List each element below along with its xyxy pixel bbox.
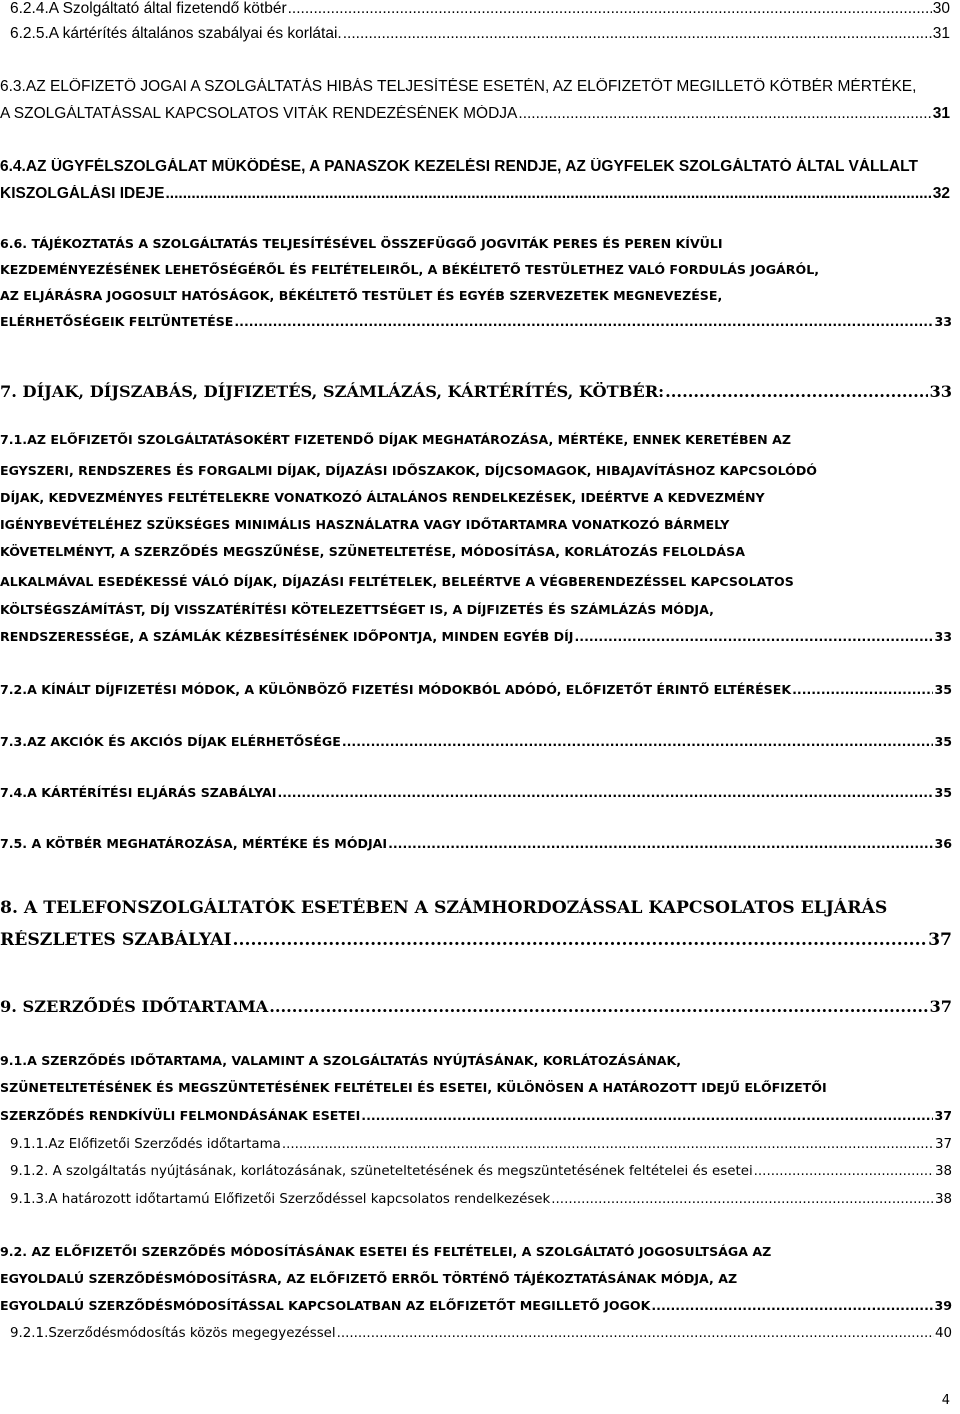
dot-leader bbox=[518, 105, 931, 123]
toc-entry-title: 7.4.A KÁRTÉRÍTÉSI ELJÁRÁS SZABÁLYAI bbox=[0, 785, 277, 800]
toc-line bbox=[0, 682, 952, 697]
toc-entry-title: 9.1.3.A határozott időtartamú Előfizetői Szerződéssel kapcsolatos rendelkezések bbox=[10, 1192, 551, 1207]
toc-line: 9.1.A SZERZŐDÉS IDŐTARTAMA, VALAMINT A SZOLGÁLTATÁS NYÚJTÁSÁNAK, KORLÁTOZÁSÁNAK, bbox=[0, 1053, 682, 1068]
toc-page-number: 37 bbox=[934, 1137, 952, 1152]
toc-page-number: 31 bbox=[932, 25, 950, 42]
toc-line bbox=[0, 382, 952, 401]
toc-line: EGYSZERI, RENDSZERES ÉS FORGALMI DÍJAK, DÍJAZÁSI IDŐSZAKOK, DÍJCSOMAGOK, HIBAJAVÍTÁSHOZ KAPCSOLÓDÓ bbox=[0, 463, 818, 478]
toc-page-number: 37 bbox=[928, 930, 952, 950]
toc-entry-title: SZERZŐDÉS RENDKÍVÜLI FELMONDÁSÁNAK ESETEI bbox=[0, 1108, 361, 1123]
toc-entry-title: 7. DÍJAK, DÍJSZABÁS, DÍJFIZETÉS, SZÁMLÁZÁS, KÁRTÉRÍTÉS, KÖTBÉR: bbox=[0, 382, 665, 401]
toc-line: AZ ELJÁRÁSRA JOGOSULT HATÓSÁGOK, BÉKÉLTETŐ TESTÜLET ÉS EGYÉB SZERVEZETEK MEGNEVEZÉSE, bbox=[0, 288, 723, 303]
toc-line bbox=[0, 629, 952, 644]
dot-leader bbox=[343, 25, 932, 43]
toc-line: SZÜNETELTETÉSÉNEK ÉS MEGSZÜNTETÉSÉNEK FELTÉTELEI ÉS ESETEI, KÜLÖNÖSEN A HATÁROZOTT IDEJŰ ELŐFIZETŐI bbox=[0, 1080, 827, 1095]
dot-leader bbox=[166, 185, 932, 203]
dot-leader bbox=[651, 1298, 933, 1313]
toc-line bbox=[0, 785, 952, 800]
toc-line: 7.1.AZ ELŐFIZETŐI SZOLGÁLTATÁSOKÉRT FIZETENDŐ DÍJAK MEGHATÁROZÁSA, MÉRTÉKE, ENNEK KERETÉBEN AZ bbox=[0, 432, 791, 447]
dot-leader bbox=[361, 1108, 933, 1123]
toc-entry-title: ELÉRHETŐSÉGEIK FELTÜNTETÉSE bbox=[0, 314, 234, 329]
toc-entry-title: A SZOLGÁLTATÁSSAL KAPCSOLATOS VITÁK RENDEZÉSÉNEK MÓDJA bbox=[0, 105, 518, 122]
toc-line bbox=[10, 1137, 952, 1152]
dot-leader bbox=[754, 1164, 934, 1179]
toc-entry-title: EGYOLDALÚ SZERZŐDÉSMÓDOSÍTÁSSAL KAPCSOLATBAN AZ ELŐFIZETŐT MEGILLETŐ JOGOK bbox=[0, 1298, 651, 1313]
toc-page-number: 37 bbox=[929, 997, 952, 1016]
dot-leader bbox=[342, 734, 934, 749]
toc-page-number: 37 bbox=[934, 1108, 952, 1123]
toc-entry-title: 9. SZERZŐDÉS IDŐTARTAMA bbox=[0, 997, 269, 1016]
dot-leader bbox=[792, 682, 933, 697]
toc-entry-title: 7.5. A KÖTBÉR MEGHATÁROZÁSA, MÉRTÉKE ÉS MÓDJAI bbox=[0, 836, 388, 851]
dot-leader bbox=[575, 629, 934, 644]
toc-entry-title: 7.3.AZ AKCIÓK ÉS AKCIÓS DÍJAK ELÉRHETŐSÉGE bbox=[0, 734, 341, 749]
dot-leader bbox=[388, 836, 933, 851]
toc-line bbox=[0, 1298, 952, 1313]
toc-line bbox=[0, 930, 952, 950]
dot-leader bbox=[234, 314, 933, 329]
dot-leader bbox=[277, 785, 933, 800]
toc-entry-title: RÉSZLETES SZABÁLYAI bbox=[0, 930, 232, 950]
toc-page-number: 31 bbox=[932, 105, 950, 122]
dot-leader bbox=[269, 997, 928, 1016]
toc-line bbox=[10, 1164, 952, 1179]
toc-page-number: 30 bbox=[932, 0, 950, 17]
toc-page-number: 35 bbox=[934, 785, 952, 800]
toc-line: IGÉNYBEVÉTELÉHEZ SZÜKSÉGES MINIMÁLIS HASZNÁLATRA VAGY IDŐTARTAMRA VONATKOZÓ BÁRMELY bbox=[0, 517, 730, 532]
toc-line: 6.4.AZ ÜGYFÉLSZOLGÁLAT MŰKÖDÉSE, A PANASZOK KEZELÉSI RENDJE, AZ ÜGYFELEK SZOLGÁLTATÓ ÁLTAL VÁLLALT bbox=[0, 158, 918, 175]
toc-line: KÖLTSÉGSZÁMÍTÁST, DÍJ VISSZATÉRÍTÉSI KÖTELEZETTSÉGET IS, A DÍJFIZETÉS ÉS SZÁMLÁZÁS MÓDJA, bbox=[0, 602, 714, 617]
toc-line bbox=[0, 1108, 952, 1123]
toc-line bbox=[10, 25, 950, 43]
toc-page-number: 33 bbox=[929, 382, 952, 401]
toc-line: 8. A TELEFONSZOLGÁLTATÓK ESETÉBEN A SZÁMHORDOZÁSSAL KAPCSOLATOS ELJÁRÁS bbox=[0, 898, 888, 918]
toc-line bbox=[0, 997, 952, 1016]
toc-line bbox=[0, 105, 950, 123]
toc-line bbox=[0, 734, 952, 749]
toc-page-number: 35 bbox=[934, 734, 952, 749]
toc-line: KEZDEMÉNYEZÉSÉNEK LEHETŐSÉGÉRŐL ÉS FELTÉTELEIRŐL, A BÉKÉLTETŐ TESTÜLETHEZ VALÓ FORDULÁS JOGÁRÓL, bbox=[0, 262, 820, 277]
toc-line: 6.6. TÁJÉKOZTATÁS A SZOLGÁLTATÁS TELJESÍTÉSÉVEL ÖSSZEFÜGGŐ JOGVITÁK PERES ÉS PEREN KÍVÜLI bbox=[0, 236, 723, 251]
toc-entry-title: 9.1.1.Az Előfizetői Szerződés időtartama bbox=[10, 1137, 281, 1152]
toc-page-number: 38 bbox=[934, 1164, 952, 1179]
toc-line: EGYOLDALÚ SZERZŐDÉSMÓDOSÍTÁSRA, AZ ELŐFIZETŐ ERRŐL TÖRTÉNŐ TÁJÉKOZTATÁSÁNAK MÓDJA, AZ bbox=[0, 1271, 738, 1286]
toc-line bbox=[10, 0, 950, 18]
toc-page-number: 32 bbox=[932, 185, 950, 202]
toc-line: KÖVETELMÉNYT, A SZERZŐDÉS MEGSZŰNÉSE, SZÜNETELTETÉSE, MÓDOSÍTÁSA, KORLÁTOZÁS FELOLDÁSA bbox=[0, 544, 745, 559]
dot-leader bbox=[282, 1137, 934, 1152]
toc-page-number: 35 bbox=[934, 682, 952, 697]
toc-page-number: 33 bbox=[934, 314, 952, 329]
dot-leader bbox=[233, 930, 928, 950]
toc-page-number: 36 bbox=[934, 836, 952, 851]
toc-line: 9.2. AZ ELŐFIZETŐI SZERZŐDÉS MÓDOSÍTÁSÁNAK ESETEI ÉS FELTÉTELEI, A SZOLGÁLTATÓ JOGOSULTSÁGA AZ bbox=[0, 1244, 772, 1259]
toc-line: ALKALMÁVAL ESEDÉKESSÉ VÁLÓ DÍJAK, DÍJAZÁSI FELTÉTELEK, BELEÉRTVE A VÉGBERENDEZÉSSEL KAPCSOLATOS bbox=[0, 574, 794, 589]
toc-page-number: 39 bbox=[934, 1298, 952, 1313]
toc-line bbox=[0, 836, 952, 851]
dot-leader bbox=[288, 0, 932, 18]
toc-entry-title: 9.2.1.Szerződésmódosítás közös megegyezéssel bbox=[10, 1326, 336, 1341]
toc-entry-title: 9.1.2. A szolgáltatás nyújtásának, korlátozásának, szüneteltetésének és megszüntetésének feltételei és esetei bbox=[10, 1164, 753, 1179]
toc-page-number: 33 bbox=[934, 629, 952, 644]
toc-line bbox=[0, 314, 952, 329]
toc-line bbox=[0, 185, 950, 203]
toc-line: 6.3.AZ ELŐFIZETŐ JOGAI A SZOLGÁLTATÁS HIBÁS TELJESÍTÉSE ESETÉN, AZ ELŐFIZETŐT MEGILLETŐ KÖTBÉR MÉRTÉKE, bbox=[0, 78, 917, 95]
toc-page-number: 40 bbox=[934, 1326, 952, 1341]
toc-entry-title: 7.2.A KÍNÁLT DÍJFIZETÉSI MÓDOK, A KÜLÖNBÖZŐ FIZETÉSI MÓDOKBÓL ADÓDÓ, ELŐFIZETŐT ÉRINTŐ ELTÉRÉSEK bbox=[0, 682, 792, 697]
toc-line bbox=[10, 1326, 952, 1341]
toc-entry-title: 6.2.5.A kártérítés általános szabályai és korlátai. bbox=[10, 25, 342, 42]
toc-entry-title: KISZOLGÁLÁSI IDEJE bbox=[0, 185, 165, 202]
page-number: 4 bbox=[941, 1393, 950, 1408]
toc-entry-title: RENDSZERESSÉGE, A SZÁMLÁK KÉZBESÍTÉSÉNEK IDŐPONTJA, MINDEN EGYÉB DÍJ bbox=[0, 629, 574, 644]
dot-leader bbox=[337, 1326, 934, 1341]
toc-entry-title: 6.2.4.A Szolgáltató által fizetendő kötbér bbox=[10, 0, 287, 17]
toc-line: DÍJAK, KEDVEZMÉNYES FELTÉTELEKRE VONATKOZÓ ÁLTALÁNOS RENDELKEZÉSEK, IDEÉRTVE A KEDVEZMÉNY bbox=[0, 490, 765, 505]
toc-line bbox=[10, 1192, 952, 1207]
dot-leader bbox=[551, 1192, 934, 1207]
toc-page-number: 38 bbox=[934, 1192, 952, 1207]
dot-leader bbox=[665, 382, 928, 401]
